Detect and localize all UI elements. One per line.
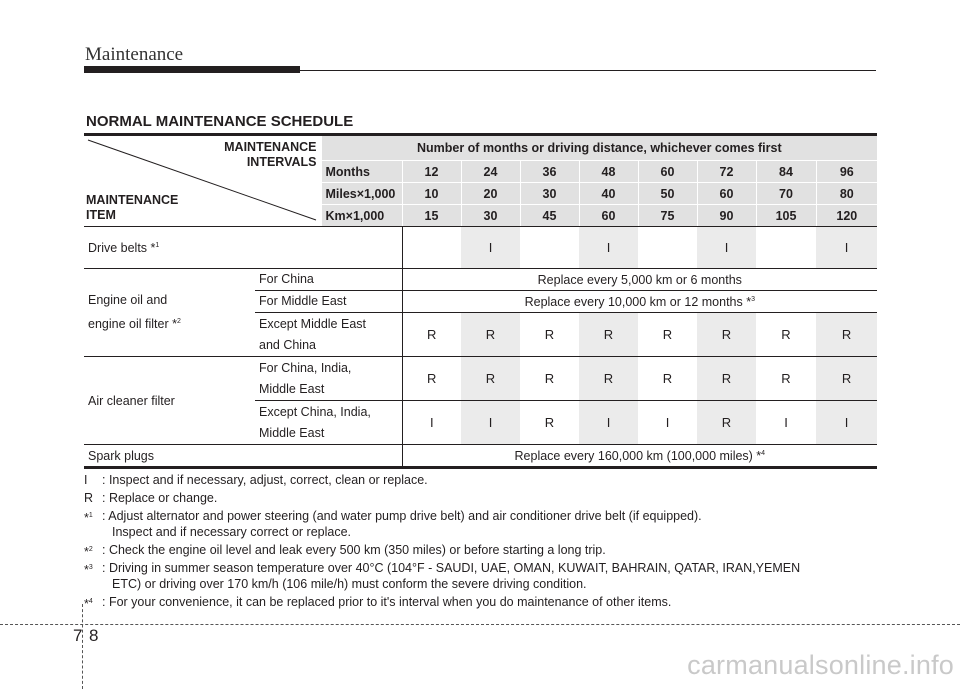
page-header-title: Maintenance <box>85 44 184 65</box>
footnote-mark: R <box>84 491 94 505</box>
schedule-cell: R <box>697 357 756 401</box>
page-footer-divider <box>82 604 83 689</box>
km-cell: 30 <box>461 205 520 227</box>
km-cell: 45 <box>520 205 579 227</box>
footnote: I : Inspect and if necessary, adjust, correct, clean or replace. <box>84 473 428 487</box>
watermark: carmanualsonline.info <box>687 650 954 680</box>
footnote-mark: I <box>84 473 88 487</box>
schedule-cell: R <box>402 313 461 357</box>
footnote: *$^2$ : Check the engine oil level and leak every 500 km (350 miles) or before starting a long trip. <box>84 543 606 560</box>
schedule-cell: R <box>520 357 579 401</box>
spark-plugs-interval: Replace every 160,000 km (100,000 miles) *$^4$ <box>402 445 877 468</box>
months-cell: 24 <box>461 161 520 183</box>
miles-cell: 30 <box>520 183 579 205</box>
schedule-cell: I <box>816 401 877 445</box>
months-cell: 60 <box>638 161 697 183</box>
footnote: R : Replace or change. <box>84 491 218 505</box>
schedule-cell: R <box>638 357 697 401</box>
table-corner-header <box>84 135 321 227</box>
months-cell: 36 <box>520 161 579 183</box>
maintenance-schedule-table <box>84 133 877 469</box>
months-label: Months <box>321 161 402 183</box>
air-cleaner-region-a-label: For China, India, Middle East <box>255 357 402 401</box>
schedule-cell: I <box>402 401 461 445</box>
schedule-cell: R <box>816 313 877 357</box>
miles-cell: 50 <box>638 183 697 205</box>
schedule-cell: R <box>461 357 520 401</box>
miles-cell: 80 <box>816 183 877 205</box>
schedule-cell: R <box>461 313 520 357</box>
schedule-cell: I <box>461 227 520 269</box>
spark-plugs-label: Spark plugs <box>84 445 402 468</box>
schedule-cell: I <box>579 227 638 269</box>
miles-cell: 40 <box>579 183 638 205</box>
km-cell: 15 <box>402 205 461 227</box>
air-cleaner-region-b-label: Except China, India, Middle East <box>255 401 402 445</box>
engine-oil-other-label: Except Middle East and China <box>255 313 402 357</box>
header-bar <box>84 66 300 73</box>
schedule-cell: R <box>816 357 877 401</box>
miles-cell: 70 <box>756 183 816 205</box>
footnote: *$^4$ : For your convenience, it can be replaced prior to it's interval when you do maintenance of other items. <box>84 595 672 612</box>
page-number: 8 <box>89 626 99 645</box>
km-cell: 90 <box>697 205 756 227</box>
schedule-cell <box>520 227 579 269</box>
schedule-cell: R <box>520 401 579 445</box>
months-cell: 96 <box>816 161 877 183</box>
km-label: Km×1,000 <box>321 205 402 227</box>
schedule-cell <box>638 227 697 269</box>
schedule-cell: R <box>697 313 756 357</box>
footnote-mark: *$^3$ <box>84 563 93 578</box>
schedule-cell: R <box>520 313 579 357</box>
engine-oil-middle-east-label: For Middle East <box>255 291 402 313</box>
schedule-cell: I <box>638 401 697 445</box>
header-rule <box>300 70 876 71</box>
footnote-mark: *$^4$ <box>84 597 93 612</box>
schedule-cell <box>756 227 816 269</box>
schedule-cell: R <box>579 357 638 401</box>
months-cell: 72 <box>697 161 756 183</box>
schedule-cell: R <box>697 401 756 445</box>
schedule-cell: R <box>756 313 816 357</box>
footnote: *$^3$ : Driving in summer season temperature over 40°C (104°F - SAUDI, UAE, OMAN, KUWAIT, BAHRAIN, QATAR, IRAN,YEMEN ETC) or driving over 170 km/h (106 mile/h) must conform the severe driving condition. <box>84 561 801 591</box>
footnote-mark: *$^1$ <box>84 511 93 526</box>
schedule-cell: R <box>402 357 461 401</box>
schedule-cell: I <box>461 401 520 445</box>
miles-label: Miles×1,000 <box>321 183 402 205</box>
engine-oil-china-interval: Replace every 5,000 km or 6 months <box>402 269 877 291</box>
schedule-cell: I <box>697 227 756 269</box>
miles-cell: 60 <box>697 183 756 205</box>
footnotes <box>84 472 884 610</box>
engine-oil-middle-east-interval: Replace every 10,000 km or 12 months *$^3$ <box>402 291 877 313</box>
schedule-cell: I <box>756 401 816 445</box>
corner-item-label: MAINTENANCE ITEM <box>86 193 179 222</box>
schedule-cell <box>402 227 461 269</box>
air-cleaner-label: Air cleaner filter <box>84 357 255 445</box>
schedule-cell: R <box>756 357 816 401</box>
section-title: NORMAL MAINTENANCE SCHEDULE <box>86 113 354 130</box>
schedule-cell: I <box>579 401 638 445</box>
chapter-number: 7 <box>73 626 83 645</box>
schedule-cell: I <box>816 227 877 269</box>
km-cell: 60 <box>579 205 638 227</box>
km-cell: 105 <box>756 205 816 227</box>
months-cell: 48 <box>579 161 638 183</box>
drive-belts-label: Drive belts *$^1$ <box>84 227 402 269</box>
miles-cell: 20 <box>461 183 520 205</box>
engine-oil-china-label: For China <box>255 269 402 291</box>
months-cell: 12 <box>402 161 461 183</box>
km-cell: 75 <box>638 205 697 227</box>
interval-caption: Number of months or driving distance, whichever comes first <box>321 135 877 161</box>
km-cell: 120 <box>816 205 877 227</box>
months-cell: 84 <box>756 161 816 183</box>
footnote-mark: *$^2$ <box>84 545 93 560</box>
engine-oil-label: Engine oil and engine oil filter *$^2$ <box>84 269 255 357</box>
page-footer-rule <box>0 624 960 625</box>
miles-cell: 10 <box>402 183 461 205</box>
corner-intervals-label: MAINTENANCE INTERVALS <box>224 140 317 169</box>
footnote: *$^1$ : Adjust alternator and power steering (and water pump drive belt) and air conditioner drive belt (if equipped). Inspect and if necessary correct or replace. <box>84 509 702 539</box>
schedule-cell: R <box>638 313 697 357</box>
schedule-cell: R <box>579 313 638 357</box>
